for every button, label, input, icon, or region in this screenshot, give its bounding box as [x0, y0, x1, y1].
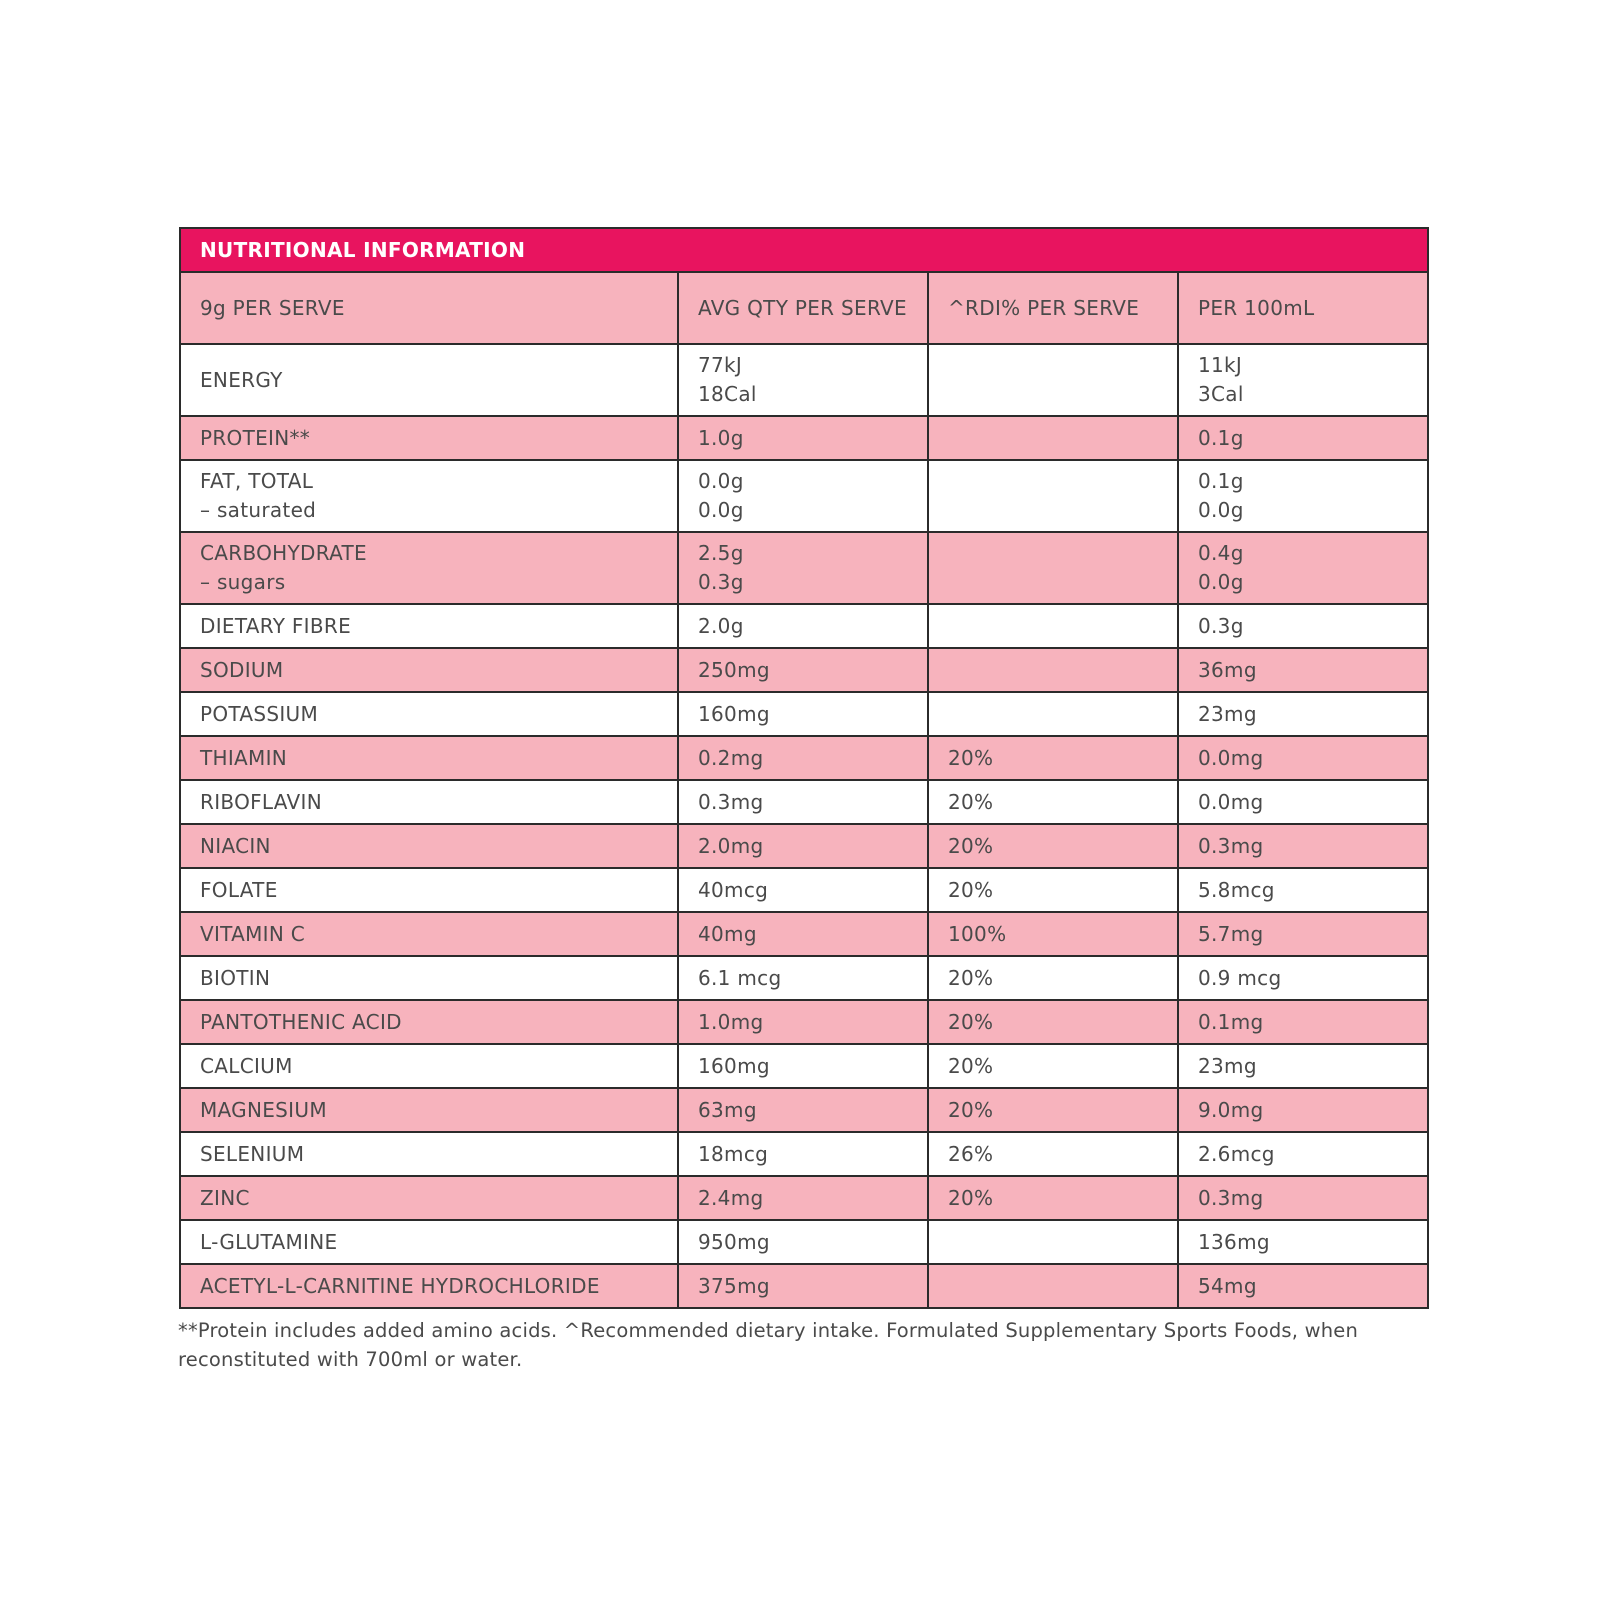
per-100ml-value: 0.0g	[1198, 498, 1244, 522]
avg-qty-value-cell	[678, 692, 928, 736]
per-100ml-value-cell	[1178, 956, 1428, 1000]
rdi-value-cell	[928, 1044, 1178, 1088]
per-100ml-value: 0.1mg	[1198, 1009, 1264, 1034]
avg-qty-value: 40mcg	[698, 877, 769, 902]
nutrient-name-cell	[180, 604, 678, 648]
avg-qty-value: 950mg	[698, 1229, 770, 1254]
per-100ml-value: 11kJ	[1198, 353, 1243, 377]
avg-qty-value-cell	[678, 1264, 928, 1308]
table-title: NUTRITIONAL INFORMATION	[180, 228, 1428, 272]
rdi-value: 20%	[948, 833, 994, 858]
per-100ml-value-cell	[1178, 1132, 1428, 1176]
table-row	[180, 416, 1428, 460]
avg-qty-value: 0.0g	[698, 498, 744, 522]
per-100ml-value: 23mg	[1198, 701, 1257, 726]
avg-qty-value: 250mg	[698, 657, 770, 682]
header-row	[180, 272, 1428, 344]
nutrient-name-cell	[180, 532, 678, 604]
per-100ml-value-cell	[1178, 416, 1428, 460]
nutrient-name: NIACIN	[200, 833, 271, 858]
avg-qty-value: 63mg	[698, 1097, 757, 1122]
per-100ml-value-cell	[1178, 692, 1428, 736]
per-100ml-value-cell	[1178, 648, 1428, 692]
avg-qty-value: 40mg	[698, 921, 757, 946]
rdi-value-cell	[928, 1132, 1178, 1176]
nutrient-name: ACETYL-L-CARNITINE HYDROCHLORIDE	[200, 1273, 600, 1298]
nutrient-name: SODIUM	[200, 657, 284, 682]
per-100ml-value: 0.3mg	[1198, 1185, 1264, 1210]
nutrient-name: PANTOTHENIC ACID	[200, 1009, 402, 1034]
header-rdi: ^RDI% PER SERVE	[928, 272, 1178, 344]
per-100ml-value: 0.0mg	[1198, 789, 1264, 814]
table-row	[180, 1264, 1428, 1308]
nutrient-name: FOLATE	[200, 877, 278, 902]
avg-qty-value: 0.3mg	[698, 789, 764, 814]
rdi-value-cell	[928, 1264, 1178, 1308]
table-row	[180, 824, 1428, 868]
nutrient-name-cell	[180, 1000, 678, 1044]
per-100ml-value-cell	[1178, 344, 1428, 416]
rdi-value-cell	[928, 604, 1178, 648]
avg-qty-value: 0.0g	[698, 469, 744, 493]
table-row	[180, 780, 1428, 824]
avg-qty-value: 2.0g	[698, 613, 744, 638]
nutrient-name-cell	[180, 824, 678, 868]
rdi-value-cell	[928, 1176, 1178, 1220]
avg-qty-value-cell	[678, 1132, 928, 1176]
per-100ml-value: 0.4g	[1198, 541, 1244, 565]
avg-qty-value-cell	[678, 1044, 928, 1088]
nutrient-name: DIETARY FIBRE	[200, 613, 352, 638]
table-row	[180, 1132, 1428, 1176]
rdi-value-cell	[928, 868, 1178, 912]
rdi-value: 20%	[948, 1053, 994, 1078]
nutrient-name: CARBOHYDRATE	[200, 541, 367, 565]
per-100ml-value-cell	[1178, 780, 1428, 824]
table-row	[180, 692, 1428, 736]
table-row	[180, 344, 1428, 416]
per-100ml-value: 0.3g	[1198, 613, 1244, 638]
rdi-value: 20%	[948, 745, 994, 770]
per-100ml-value-cell	[1178, 1176, 1428, 1220]
avg-qty-value-cell	[678, 1220, 928, 1264]
per-100ml-value: 0.9 mcg	[1198, 965, 1282, 990]
avg-qty-value-cell	[678, 532, 928, 604]
avg-qty-value-cell	[678, 736, 928, 780]
per-100ml-value: 36mg	[1198, 657, 1257, 682]
nutrient-name: – saturated	[200, 498, 317, 522]
per-100ml-value: 0.1g	[1198, 469, 1244, 493]
per-100ml-value-cell	[1178, 532, 1428, 604]
avg-qty-value-cell	[678, 1088, 928, 1132]
rdi-value: 20%	[948, 1009, 994, 1034]
rdi-value-cell	[928, 460, 1178, 532]
nutrient-name-cell	[180, 692, 678, 736]
header-per-100ml: PER 100mL	[1178, 272, 1428, 344]
per-100ml-value-cell	[1178, 1220, 1428, 1264]
avg-qty-value: 77kJ	[698, 353, 743, 377]
nutrient-name-cell	[180, 648, 678, 692]
nutrient-name: THIAMIN	[200, 745, 288, 770]
avg-qty-value: 0.2mg	[698, 745, 764, 770]
avg-qty-value: 2.0mg	[698, 833, 764, 858]
avg-qty-value: 0.3g	[698, 570, 744, 594]
per-100ml-value: 54mg	[1198, 1273, 1257, 1298]
nutrient-name: ENERGY	[200, 367, 283, 392]
avg-qty-value-cell	[678, 344, 928, 416]
per-100ml-value: 2.6mcg	[1198, 1141, 1275, 1166]
nutrient-name-cell	[180, 460, 678, 532]
avg-qty-value: 18Cal	[698, 382, 757, 406]
rdi-value-cell	[928, 780, 1178, 824]
nutrient-name-cell	[180, 868, 678, 912]
avg-qty-value-cell	[678, 460, 928, 532]
table-row	[180, 460, 1428, 532]
per-100ml-value-cell	[1178, 604, 1428, 648]
nutrient-name-cell	[180, 1044, 678, 1088]
rdi-value-cell	[928, 956, 1178, 1000]
nutrient-name-cell	[180, 1132, 678, 1176]
nutrient-name-cell	[180, 736, 678, 780]
nutrition-panel	[179, 227, 1427, 1374]
nutrient-name: RIBOFLAVIN	[200, 789, 322, 814]
rdi-value: 20%	[948, 1185, 994, 1210]
per-100ml-value: 23mg	[1198, 1053, 1257, 1078]
rdi-value: 100%	[948, 921, 1007, 946]
avg-qty-value-cell	[678, 604, 928, 648]
nutrient-name-cell	[180, 956, 678, 1000]
per-100ml-value-cell	[1178, 460, 1428, 532]
nutrient-name: BIOTIN	[200, 965, 271, 990]
table-row	[180, 604, 1428, 648]
rdi-value: 26%	[948, 1141, 994, 1166]
nutrient-name-cell	[180, 912, 678, 956]
header-avg-qty: AVG QTY PER SERVE	[678, 272, 928, 344]
avg-qty-value: 6.1 mcg	[698, 965, 782, 990]
avg-qty-value: 160mg	[698, 1053, 770, 1078]
per-100ml-value: 5.7mg	[1198, 921, 1264, 946]
per-100ml-value-cell	[1178, 1044, 1428, 1088]
nutrient-name-cell	[180, 780, 678, 824]
nutrient-name-cell	[180, 1176, 678, 1220]
nutrient-name-cell	[180, 1220, 678, 1264]
avg-qty-value-cell	[678, 956, 928, 1000]
footnote: **Protein includes added amino acids. ^Recommended dietary intake. Formulated Supplementary Sports Foods, when reconstituted with 700ml or water.	[178, 1319, 1359, 1371]
table-row	[180, 1176, 1428, 1220]
rdi-value-cell	[928, 1000, 1178, 1044]
nutrient-name: MAGNESIUM	[200, 1097, 327, 1122]
per-100ml-value: 0.0mg	[1198, 745, 1264, 770]
per-100ml-value-cell	[1178, 1088, 1428, 1132]
nutrient-name: L-GLUTAMINE	[200, 1229, 338, 1254]
rdi-value-cell	[928, 344, 1178, 416]
nutrient-name: FAT, TOTAL	[200, 469, 314, 493]
avg-qty-value: 18mcg	[698, 1141, 769, 1166]
avg-qty-value-cell	[678, 868, 928, 912]
rdi-value-cell	[928, 1220, 1178, 1264]
table-row	[180, 736, 1428, 780]
avg-qty-value: 375mg	[698, 1273, 770, 1298]
avg-qty-value-cell	[678, 824, 928, 868]
avg-qty-value: 1.0mg	[698, 1009, 764, 1034]
rdi-value: 20%	[948, 877, 994, 902]
table-row	[180, 912, 1428, 956]
avg-qty-value: 2.4mg	[698, 1185, 764, 1210]
avg-qty-value-cell	[678, 648, 928, 692]
per-100ml-value: 136mg	[1198, 1229, 1270, 1254]
per-100ml-value: 0.3mg	[1198, 833, 1264, 858]
table-row	[180, 868, 1428, 912]
per-100ml-value: 0.0g	[1198, 570, 1244, 594]
per-100ml-value-cell	[1178, 1000, 1428, 1044]
nutrient-name: POTASSIUM	[200, 701, 319, 726]
per-100ml-value: 3Cal	[1198, 382, 1244, 406]
rdi-value-cell	[928, 692, 1178, 736]
per-100ml-value-cell	[1178, 736, 1428, 780]
nutrient-name-cell	[180, 1264, 678, 1308]
avg-qty-value-cell	[678, 1000, 928, 1044]
nutrient-name-cell	[180, 344, 678, 416]
title-row	[180, 228, 1428, 272]
nutrient-name: PROTEIN**	[200, 425, 311, 450]
nutrient-name: SELENIUM	[200, 1141, 305, 1166]
per-100ml-value: 9.0mg	[1198, 1097, 1264, 1122]
table-body	[180, 344, 1428, 1308]
avg-qty-value-cell	[678, 780, 928, 824]
header-serve-size: 9g PER SERVE	[180, 272, 678, 344]
table-row	[180, 1088, 1428, 1132]
nutrient-name: CALCIUM	[200, 1053, 293, 1078]
per-100ml-value-cell	[1178, 1264, 1428, 1308]
avg-qty-value-cell	[678, 1176, 928, 1220]
rdi-value-cell	[928, 1088, 1178, 1132]
per-100ml-value-cell	[1178, 868, 1428, 912]
nutrient-name: ZINC	[200, 1185, 250, 1210]
rdi-value: 20%	[948, 789, 994, 814]
nutrient-name: VITAMIN C	[200, 921, 306, 946]
rdi-value-cell	[928, 912, 1178, 956]
rdi-value-cell	[928, 532, 1178, 604]
table-row	[180, 956, 1428, 1000]
avg-qty-value-cell	[678, 912, 928, 956]
per-100ml-value-cell	[1178, 824, 1428, 868]
avg-qty-value: 1.0g	[698, 425, 744, 450]
rdi-value-cell	[928, 824, 1178, 868]
table-row	[180, 648, 1428, 692]
per-100ml-value: 5.8mcg	[1198, 877, 1275, 902]
per-100ml-value-cell	[1178, 912, 1428, 956]
nutrient-name-cell	[180, 416, 678, 460]
avg-qty-value: 160mg	[698, 701, 770, 726]
nutrient-name-cell	[180, 1088, 678, 1132]
rdi-value: 20%	[948, 1097, 994, 1122]
rdi-value-cell	[928, 416, 1178, 460]
table-row	[180, 1044, 1428, 1088]
per-100ml-value: 0.1g	[1198, 425, 1244, 450]
table-row	[180, 1000, 1428, 1044]
rdi-value: 20%	[948, 965, 994, 990]
nutrient-name: – sugars	[200, 570, 286, 594]
avg-qty-value: 2.5g	[698, 541, 744, 565]
avg-qty-value-cell	[678, 416, 928, 460]
table-row	[180, 1220, 1428, 1264]
rdi-value-cell	[928, 648, 1178, 692]
table-row	[180, 532, 1428, 604]
nutrition-table	[179, 227, 1429, 1309]
rdi-value-cell	[928, 736, 1178, 780]
